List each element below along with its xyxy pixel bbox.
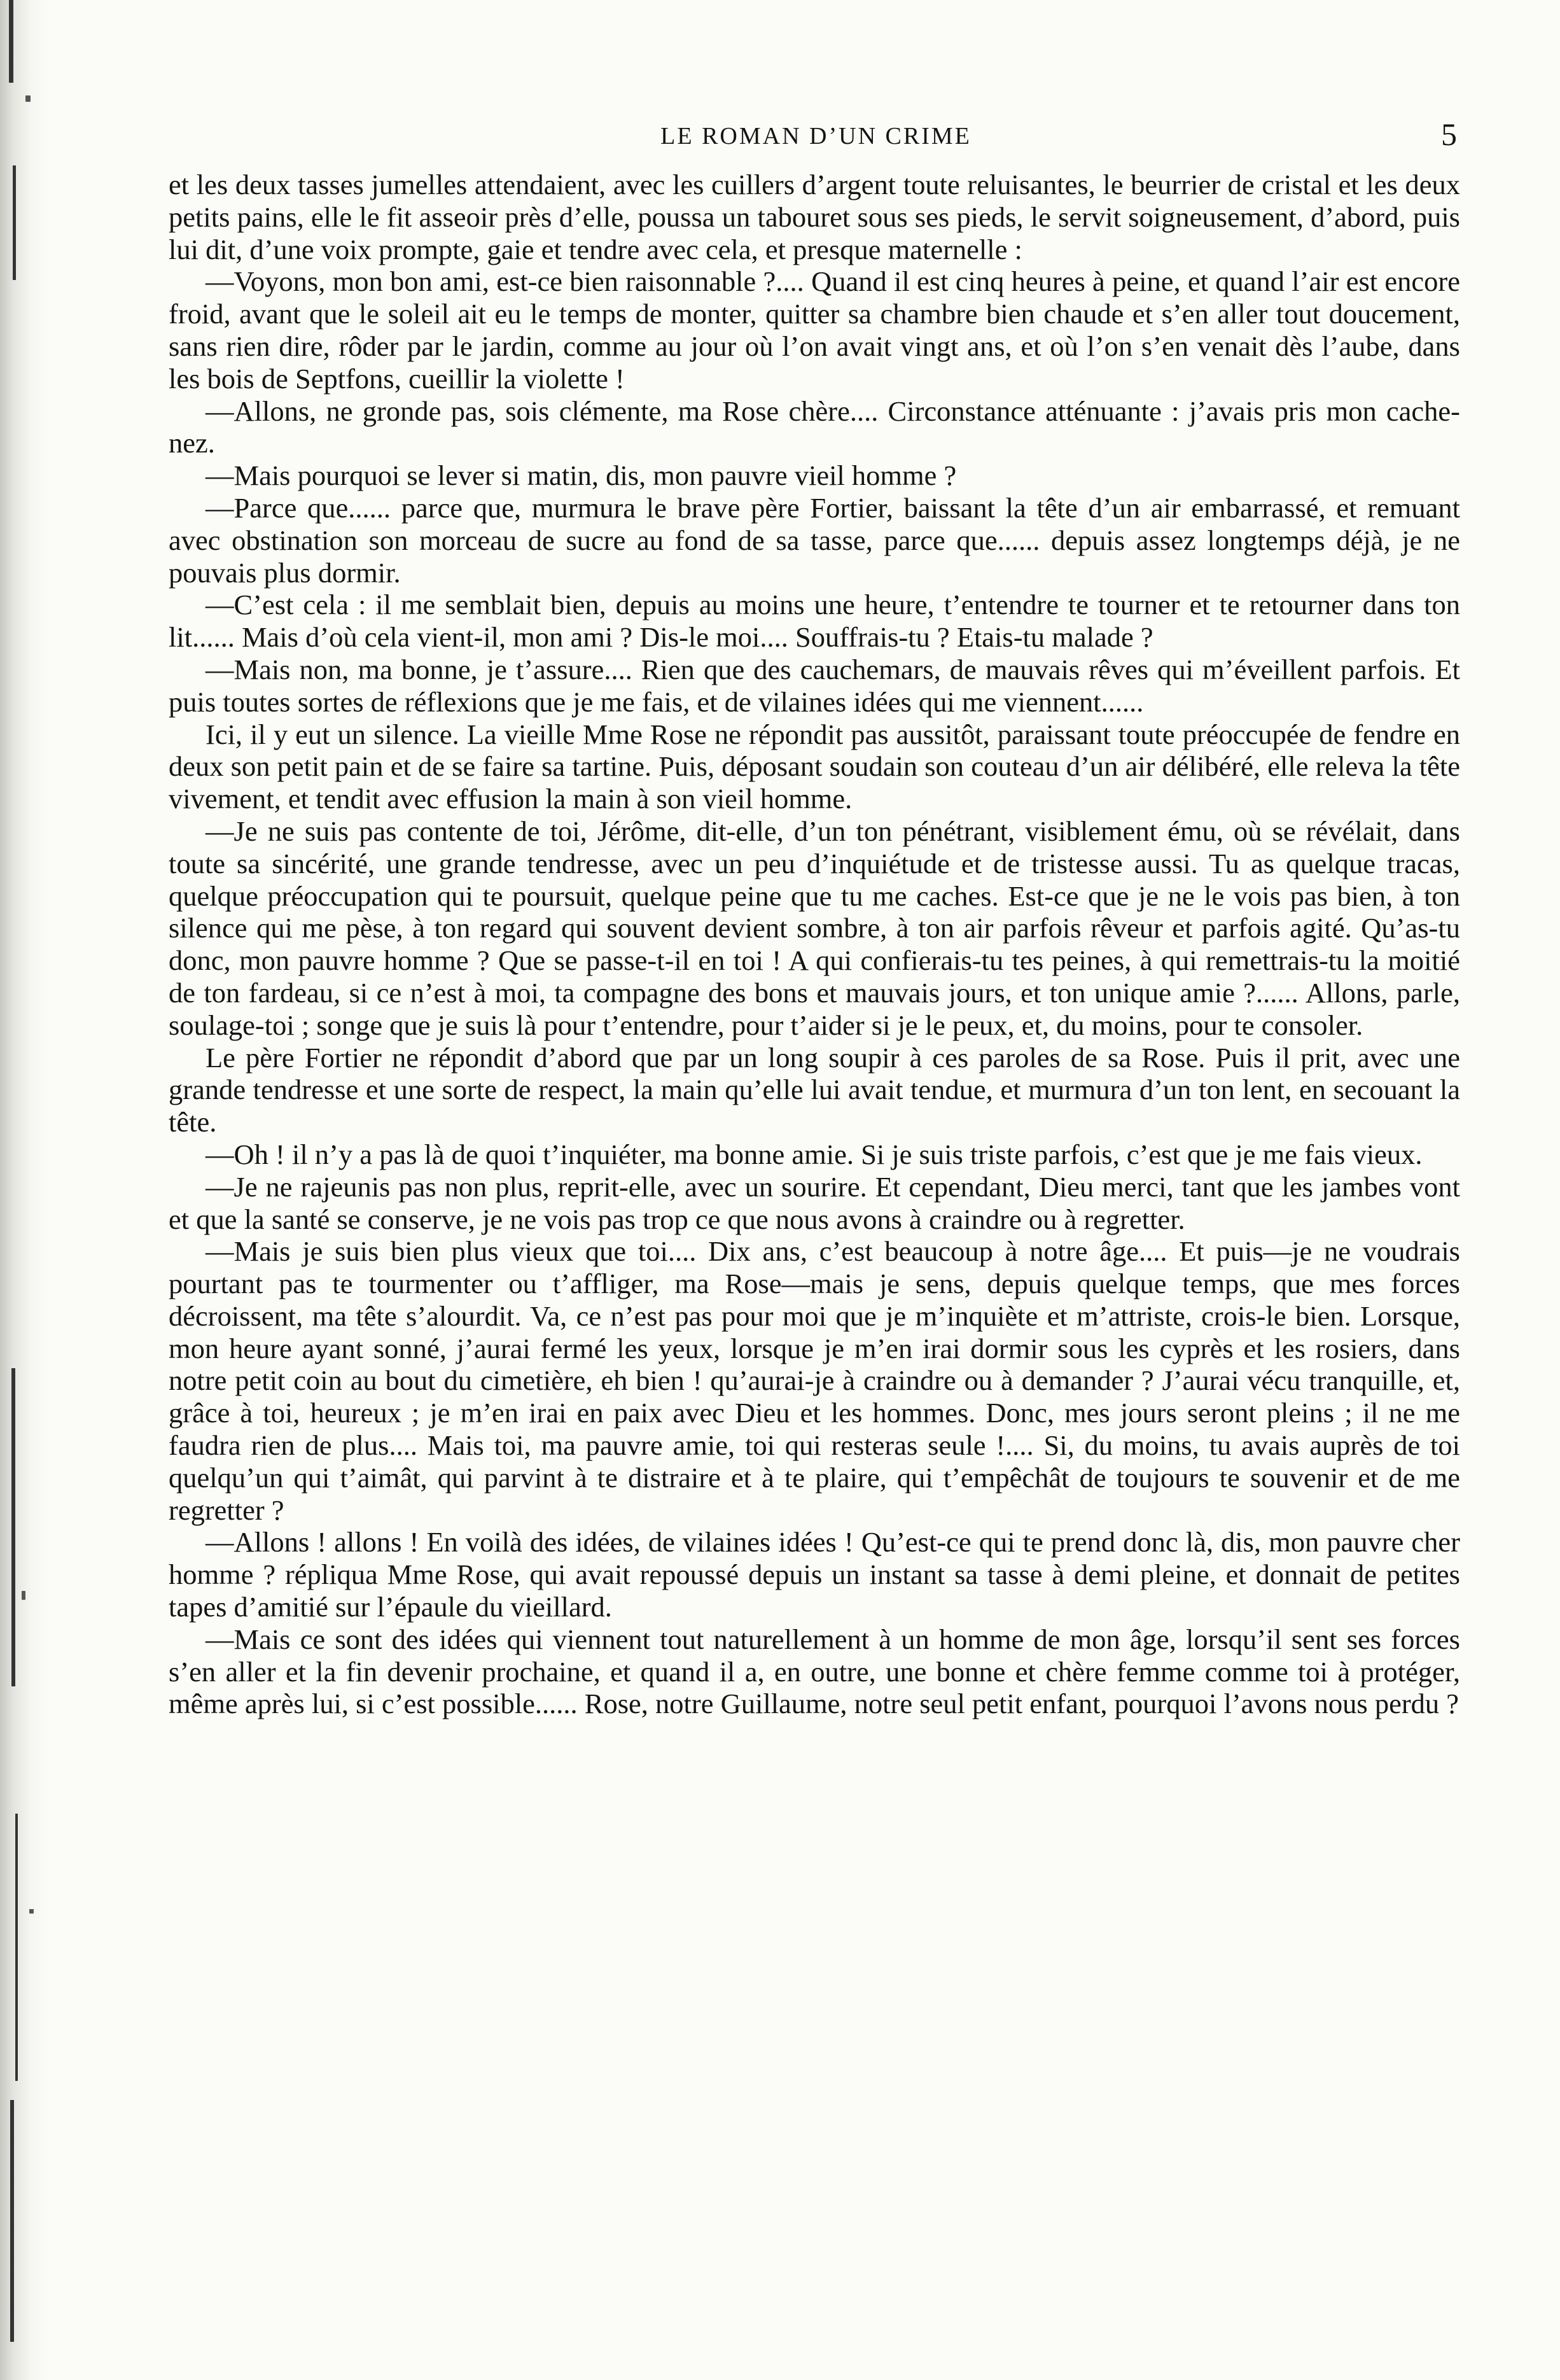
edge-speck bbox=[22, 1591, 25, 1600]
edge-mark bbox=[13, 165, 16, 280]
paragraph: Ici, il y eut un silence. La vieille Mme Rose ne répondit pas aussitôt, paraissant toute préoccupée de fendre en deux son petit pain et de se faire sa tartine. Puis, déposant soudain son couteau d’un air délibéré, elle releva la tête vivement, et tendit avec effusion la main à son vieil homme. bbox=[169, 718, 1460, 815]
edge-mark bbox=[15, 1814, 18, 2081]
running-title: LE ROMAN D’UN CRIME bbox=[660, 123, 972, 150]
paragraph: et les deux tasses jumelles attendaient, avec les cuillers d’argent toute reluisantes, le beurrier de cristal et les deux petits pains, elle le fit asseoir près d’elle, poussa un tabouret sous ses pieds, le servit soigneusement, d’abord, puis lui dit, d’une voix prompte, gaie et tendre avec cela, et presque maternelle : bbox=[169, 169, 1460, 265]
edge-speck bbox=[29, 1909, 34, 1914]
page-number: 5 bbox=[1441, 116, 1457, 152]
paragraph: —Mais pourquoi se lever si matin, dis, mon pauvre vieil homme ? bbox=[205, 459, 957, 492]
paragraph: —Allons ! allons ! En voilà des idées, de vilaines idées ! Qu’est-ce qui te prend donc là, dis, mon pauvre cher homme ? répliqua Mme Rose, qui avait repoussé depuis un instant sa tasse à demi pleine, et donnait de petites tapes d’amitié sur l’épaule du vieillard. bbox=[169, 1526, 1460, 1623]
paragraph: —Je ne rajeunis pas non plus, reprit-elle, avec un sourire. Et cependant, Dieu merci, tant que les jambes vont et que la santé se conserve, je ne vois pas trop ce que nous avons à craindre ou à regretter. bbox=[169, 1170, 1460, 1235]
body-text bbox=[169, 169, 1460, 1720]
edge-mark bbox=[10, 2100, 14, 2342]
paragraph: —Je ne suis pas contente de toi, Jérôme, dit-elle, d’un ton pénétrant, visiblement ému, où se révélait, dans toute sa sincérité, une grande tendresse, avec un peu d’inquiétude et de tristesse aussi. Tu as quelque tracas, quelque préoccupation qui te poursuit, quelque peine que tu me caches. Est-ce que je ne le vois pas bien, à ton silence qui me pèse, à ton regard qui souvent devient sombre, à ton air parfois rêveur et parfois agité. Qu’as-tu donc, mon pauvre homme ? Que se passe-t-il en toi ! A qui confierais-tu tes peines, à qui remettrais-tu la moitié de ton fardeau, si ce n’est à moi, ta compagne des bons et mauvais jours, et ton unique amie ?...... Allons, parle, soulage-toi ; songe que je suis là pour t’entendre, pour t’aider si je le peux, et, du moins, pour te consoler. bbox=[169, 815, 1460, 1041]
paragraph: —Mais non, ma bonne, je t’assure.... Rien que des cauchemars, de mauvais rêves qui m’éveillent parfois. Et puis toutes sortes de réflexions que je me fais, et de vilaines idées qui me viennent...... bbox=[169, 653, 1460, 718]
edge-speck bbox=[25, 95, 31, 102]
paragraph: —Mais je suis bien plus vieux que toi.... Dix ans, c’est beaucoup à notre âge.... Et puis—je ne voudrais pourtant pas te tourmenter ou t’affliger, ma Rose—mais je sens, depuis quelque temps, que mes forces décroissent, ma tête s’alourdit. Va, ce n’est pas pour moi que je m’inquiète et m’attriste, crois-le bien. Lorsque, mon heure ayant sonné, j’aurai fermé les yeux, lorsque je m’en irai dormir sous les cyprès et les rosiers, dans notre petit coin au bout du cimetière, eh bien ! qu’aurai-je à craindre ou à demander ? J’aurai vécu tranquille, et, grâce à toi, heureux ; je m’en irai en paix avec Dieu et les hommes. Donc, mes jours seront pleins ; il ne me faudra rien de plus.... Mais toi, ma pauvre amie, toi qui resteras seule !.... Si, du moins, tu avais auprès de toi quelqu’un qui t’aimât, qui parvint à te distraire et à te plaire, qui t’empêchât de toujours te souvenir et de me regretter ? bbox=[169, 1235, 1460, 1526]
page-binding-edge bbox=[0, 0, 50, 2380]
paragraph: Le père Fortier ne répondit d’abord que par un long soupir à ces paroles de sa Rose. Puis il prit, avec une grande tendresse et une sorte de respect, la main qu’elle lui avait tendue, et murmura d’un ton lent, en secouant la tête. bbox=[169, 1041, 1460, 1138]
edge-mark bbox=[9, 0, 13, 83]
paragraph: —Mais ce sont des idées qui viennent tout naturellement à un homme de mon âge, lorsqu’il sent ses forces s’en aller et la fin devenir prochaine, et quand il a, en outre, une bonne et chère femme comme toi à protéger, même après lui, si c’est possible...... Rose, notre Guillaume, notre seul petit enfant, pourquoi l’avons nous perdu ? bbox=[169, 1623, 1460, 1720]
paragraph: —Oh ! il n’y a pas là de quoi t’inquiéter, ma bonne amie. Si je suis triste parfois, c’est que je me fais vieux. bbox=[205, 1138, 1423, 1170]
paragraph: —C’est cela : il me semblait bien, depuis au moins une heure, t’entendre te tourner et te retourner dans ton lit...... Mais d’où cela vient-il, mon ami ? Dis-le moi.... Souffrais-tu ? Etais-tu malade ? bbox=[169, 589, 1460, 654]
paragraph: —Allons, ne gronde pas, sois clémente, ma Rose chère.... Circonstance atténuante : j’avais pris mon cache-nez. bbox=[169, 395, 1460, 459]
running-head bbox=[175, 116, 1457, 154]
edge-mark bbox=[11, 1368, 15, 1686]
paragraph: —Voyons, mon bon ami, est-ce bien raisonnable ?.... Quand il est cinq heures à peine, et quand l’air est encore froid, avant que le soleil ait eu le temps de monter, quitter sa chambre bien chaude et s’en aller tout doucement, sans rien dire, rôder par le jardin, comme au jour où l’on avait vingt ans, et où l’on s’en venait dès l’aube, dans les bois de Septfons, cueillir la violette ! bbox=[169, 265, 1460, 395]
paragraph: —Parce que...... parce que, murmura le brave père Fortier, baissant la tête d’un air embarrassé, et remuant avec obstination son morceau de sucre au fond de sa tasse, parce que...... depuis assez longtemps déjà, je ne pouvais plus dormir. bbox=[169, 491, 1460, 589]
